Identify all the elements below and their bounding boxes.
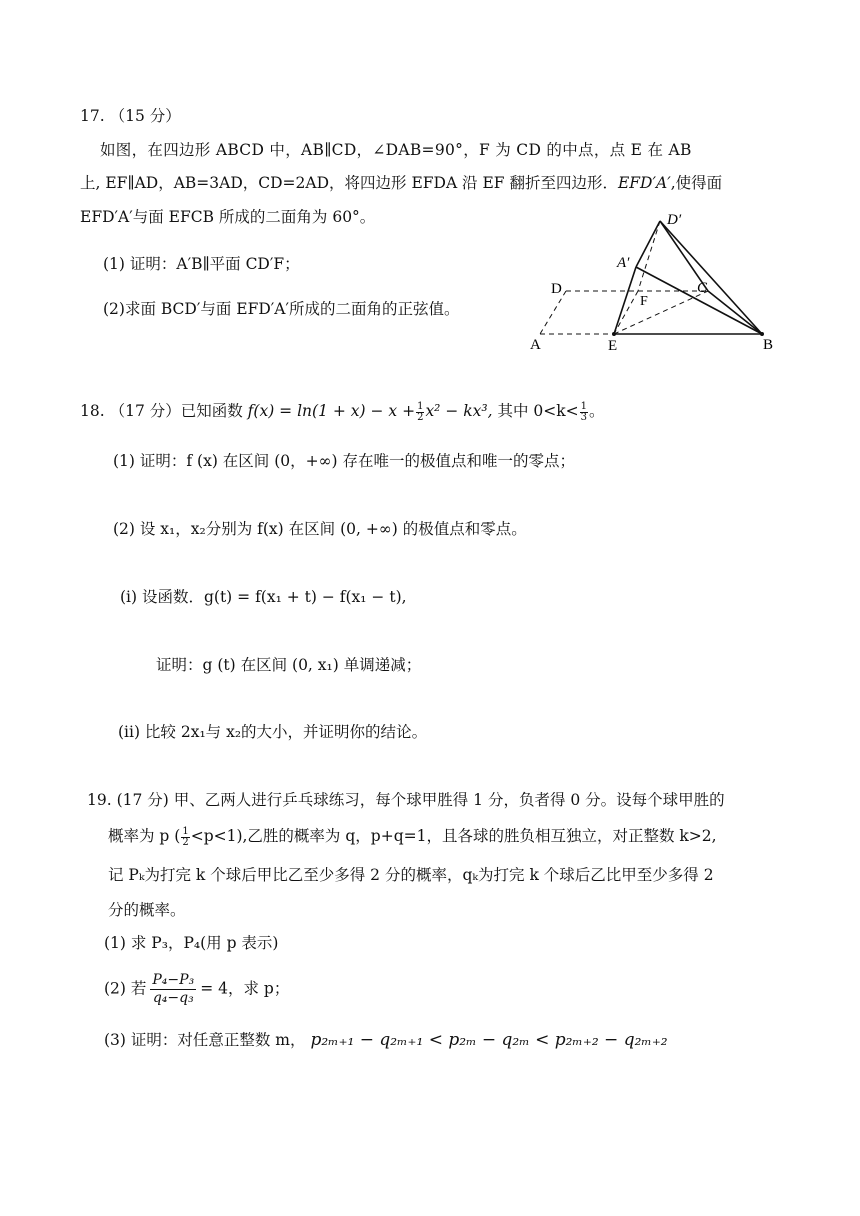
label-d: D: [551, 281, 562, 297]
q17-quad-label: EFD′A′: [617, 174, 671, 192]
q18-part1: (1) 证明：f (x) 在区间 (0，+∞) 存在唯一的极值点和唯一的零点；: [113, 452, 576, 470]
label-d-prime: D′: [667, 212, 682, 228]
q19-part2-den: q₄−q₃: [152, 990, 194, 1006]
q19-part2-a: (2) 若: [104, 979, 147, 998]
q17-part1: (1) 证明：A′B∥平面 CD′F；: [103, 255, 300, 273]
q19-half-frac: [181, 827, 189, 848]
q18-half-num: 1: [417, 400, 424, 412]
q17-figure: [525, 205, 785, 355]
q18-half-den: 2: [417, 411, 424, 423]
q17-header: 17. （15 分）: [80, 107, 181, 125]
q18-third-den: 3: [580, 411, 587, 423]
q18-lead: 18. （17 分）已知函数: [80, 402, 243, 420]
label-f: F: [640, 294, 648, 309]
q18-cond: 其中 0<k<: [497, 402, 579, 420]
q19-part2-frac: [150, 972, 196, 1007]
label-a: A: [530, 337, 541, 353]
q17-figure-lines: [540, 221, 762, 334]
q19-half-num: 1: [182, 825, 189, 837]
q18-part-ii: (ii) 比较 2x₁与 x₂的大小，并证明你的结论。: [118, 723, 428, 741]
q17-line2-text: 上, EF∥AD，AB=3AD，CD=2AD，将四边形 EFDA 沿 EF 翻折至四边形．: [80, 174, 618, 192]
q18-part-i: (i) 设函数．g(t) = f(x₁ + t) − f(x₁ − t),: [120, 588, 407, 606]
q19-part2-b: = 4，求 p；: [200, 979, 290, 998]
q19-line2: [108, 825, 717, 848]
q17-part2: (2)求面 BCD′与面 EFD′A′所成的二面角的正弦值。: [103, 300, 460, 318]
q19-part2-num: P₄−P₃: [152, 972, 195, 988]
q18-func-a: f(x) = ln(1 + x) − x +: [247, 402, 416, 420]
q18-cond-end: 。: [588, 402, 605, 420]
q18-third-frac: [580, 402, 588, 423]
q19-line2-a: 概率为 p (: [108, 827, 181, 845]
q17-point-b: [760, 332, 764, 336]
q19-part3-ineq: p₂ₘ₊₁ − q₂ₘ₊₁ < p₂ₘ − q₂ₘ < p₂ₘ₊₂ − q₂ₘ₊₂: [310, 1030, 668, 1050]
q17-line3: EFD′A′与面 EFCB 所成的二面角为 60°。: [80, 208, 376, 226]
q19-half-den: 2: [182, 836, 189, 848]
q19-line1: 19. (17 分) 甲、乙两人进行乒乓球练习，每个球甲胜得 1 分，负者得 0 分。设每个球甲胜的: [87, 791, 725, 809]
q18-third-num: 1: [580, 400, 587, 412]
label-c: C: [697, 280, 708, 296]
q19-part3-a: (3) 证明：对任意正整数 m，: [104, 1031, 306, 1049]
label-e: E: [608, 338, 618, 354]
q17-line2: [80, 172, 722, 194]
q18-half-frac: [416, 402, 424, 423]
q18-part2: (2) 设 x₁，x₂分别为 f(x) 在区间 (0, +∞) 的极值点和零点。: [113, 520, 527, 538]
q19-line2-b: <p<1),乙胜的概率为 q，p+q=1，且各球的胜负相互独立，对正整数 k>2,: [190, 827, 717, 845]
q18-func-b: x² − kx³,: [425, 402, 493, 420]
q19-line4: 分的概率。: [108, 901, 186, 919]
q18-stem: [80, 400, 605, 423]
q17-line1: 如图，在四边形 ABCD 中，AB∥CD，∠DAB=90°，F 为 CD 的中点，点 E 在 AB: [100, 141, 692, 159]
q19-part2: [104, 972, 289, 1007]
q17-point-e: [612, 332, 616, 336]
label-b: B: [763, 337, 774, 353]
q17-line2-end: ,使得面: [670, 174, 723, 192]
label-a-prime: A′: [617, 255, 630, 271]
q18-part-i-proof: 证明：g (t) 在区间 (0, x₁) 单调递减；: [156, 656, 422, 674]
q19-line3: 记 Pₖ为打完 k 个球后甲比乙至少多得 2 分的概率，qₖ为打完 k 个球后乙比甲至少多得 2: [108, 866, 714, 884]
q19-part3: [104, 1029, 668, 1051]
q19-part1: (1) 求 P₃，P₄(用 p 表示): [104, 934, 279, 952]
